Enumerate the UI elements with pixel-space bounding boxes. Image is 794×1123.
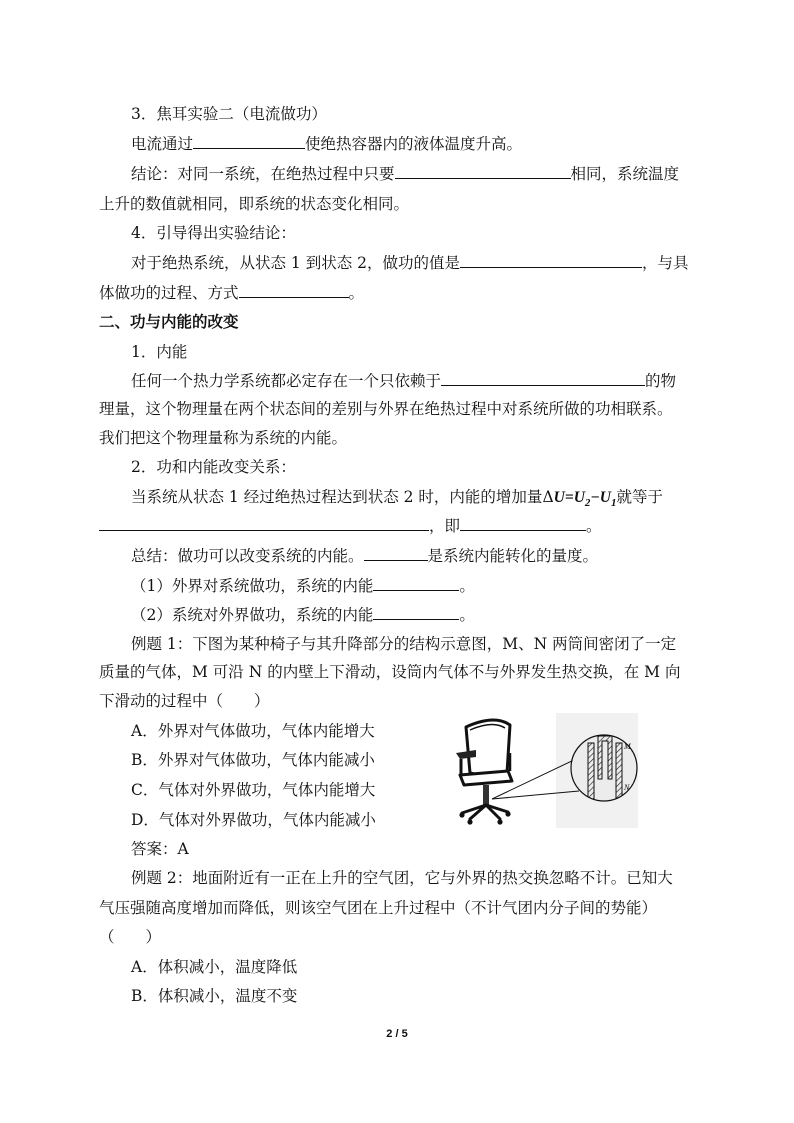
section-heading: 二、功与内能的改变	[99, 312, 239, 331]
fill-blank[interactable]	[193, 133, 305, 149]
option-a: A．体积减小，温度降低	[131, 958, 298, 976]
example-question: 质量的气体，M 可沿 N 的内壁上下滑动，设筒内气体不与外界发生热交换，在 M 向	[99, 663, 681, 681]
example-question: 例题 1：下图为某种椅子与其升降部分的结构示意图，M、N 两筒间密闭了一定	[131, 635, 677, 653]
paragraph-line: 电流通过 使绝热容器内的液体温度升高。	[131, 135, 523, 153]
fill-blank[interactable]	[239, 282, 349, 298]
paragraph-line: 我们把这个物理量称为系统的内能。	[99, 429, 348, 447]
subheading: 4．引导得出实验结论：	[131, 224, 296, 242]
option-b: B．外界对气体做功，气体内能减小	[131, 751, 375, 769]
paragraph-line: ，即 。	[99, 515, 602, 537]
formula-delta-u: $\Delta U=U_2-U_1$	[542, 488, 617, 510]
answer: 答案：A	[131, 840, 189, 858]
fill-blank[interactable]	[460, 252, 642, 268]
heading-joule-experiment-2: 3．焦耳实验二（电流做功）	[131, 105, 327, 123]
paragraph-line: 结论：对同一系统，在绝热过程中只要 相同，系统温度	[131, 165, 680, 183]
subheading: 1．内能	[131, 343, 188, 361]
paragraph-line: 总结：做功可以改变系统的内能。 是系统内能转化的量度。	[131, 547, 599, 565]
option-d: D．气体对外界做功，气体内能减小	[131, 811, 376, 829]
paragraph-line: 当系统从状态 1 经过绝热过程达到状态 2 时，内能的增加量$\Delta U=U_2-U_1$就等于	[131, 488, 664, 510]
label-m: M	[624, 742, 631, 751]
fill-blank[interactable]	[373, 575, 459, 591]
fill-blank[interactable]	[99, 515, 429, 531]
fill-blank[interactable]	[441, 370, 645, 386]
paragraph-line: 任何一个热力学系统都必定存在一个只依赖于 的物	[131, 372, 677, 390]
paragraph-line: 上升的数值就相同，即系统的状态变化相同。	[99, 195, 410, 213]
page-number: 2 / 5	[386, 1028, 408, 1040]
paragraph-line: （1）外界对系统做功，系统的内能 。	[131, 577, 475, 595]
chair-lift-diagram	[452, 713, 638, 828]
fill-blank[interactable]	[460, 515, 586, 531]
option-c: C．气体对外界做功，气体内能增大	[131, 781, 376, 799]
example-question: 下滑动的过程中（ ）	[99, 692, 270, 710]
paragraph-line: 对于绝热系统，从状态 1 到状态 2，做功的值是 ，与具	[131, 254, 689, 272]
label-n: N	[624, 783, 630, 792]
fill-blank[interactable]	[364, 545, 428, 561]
example-question: 气压强随高度增加而降低，则该空气团在上升过程中（不计气团内分子间的势能）	[99, 899, 658, 917]
option-b: B．体积减小，温度不变	[131, 987, 298, 1005]
subheading: 2．功和内能改变关系：	[131, 458, 296, 476]
fill-blank[interactable]	[373, 604, 459, 620]
paragraph-line: 理量，这个物理量在两个状态间的差别与外界在绝热过程中对系统所做的功相联系。	[99, 400, 673, 418]
option-a: A．外界对气体做功，气体内能增大	[131, 722, 375, 740]
paragraph-line: （2）系统对外界做功，系统的内能 。	[131, 606, 475, 624]
paragraph-line: 体做功的过程、方式 。	[99, 284, 365, 302]
example-question: （ ）	[99, 928, 162, 946]
fill-blank[interactable]	[395, 163, 571, 179]
example-question: 例题 2：地面附近有一正在上升的空气团，它与外界的热交换忽略不计。已知大	[131, 869, 673, 887]
